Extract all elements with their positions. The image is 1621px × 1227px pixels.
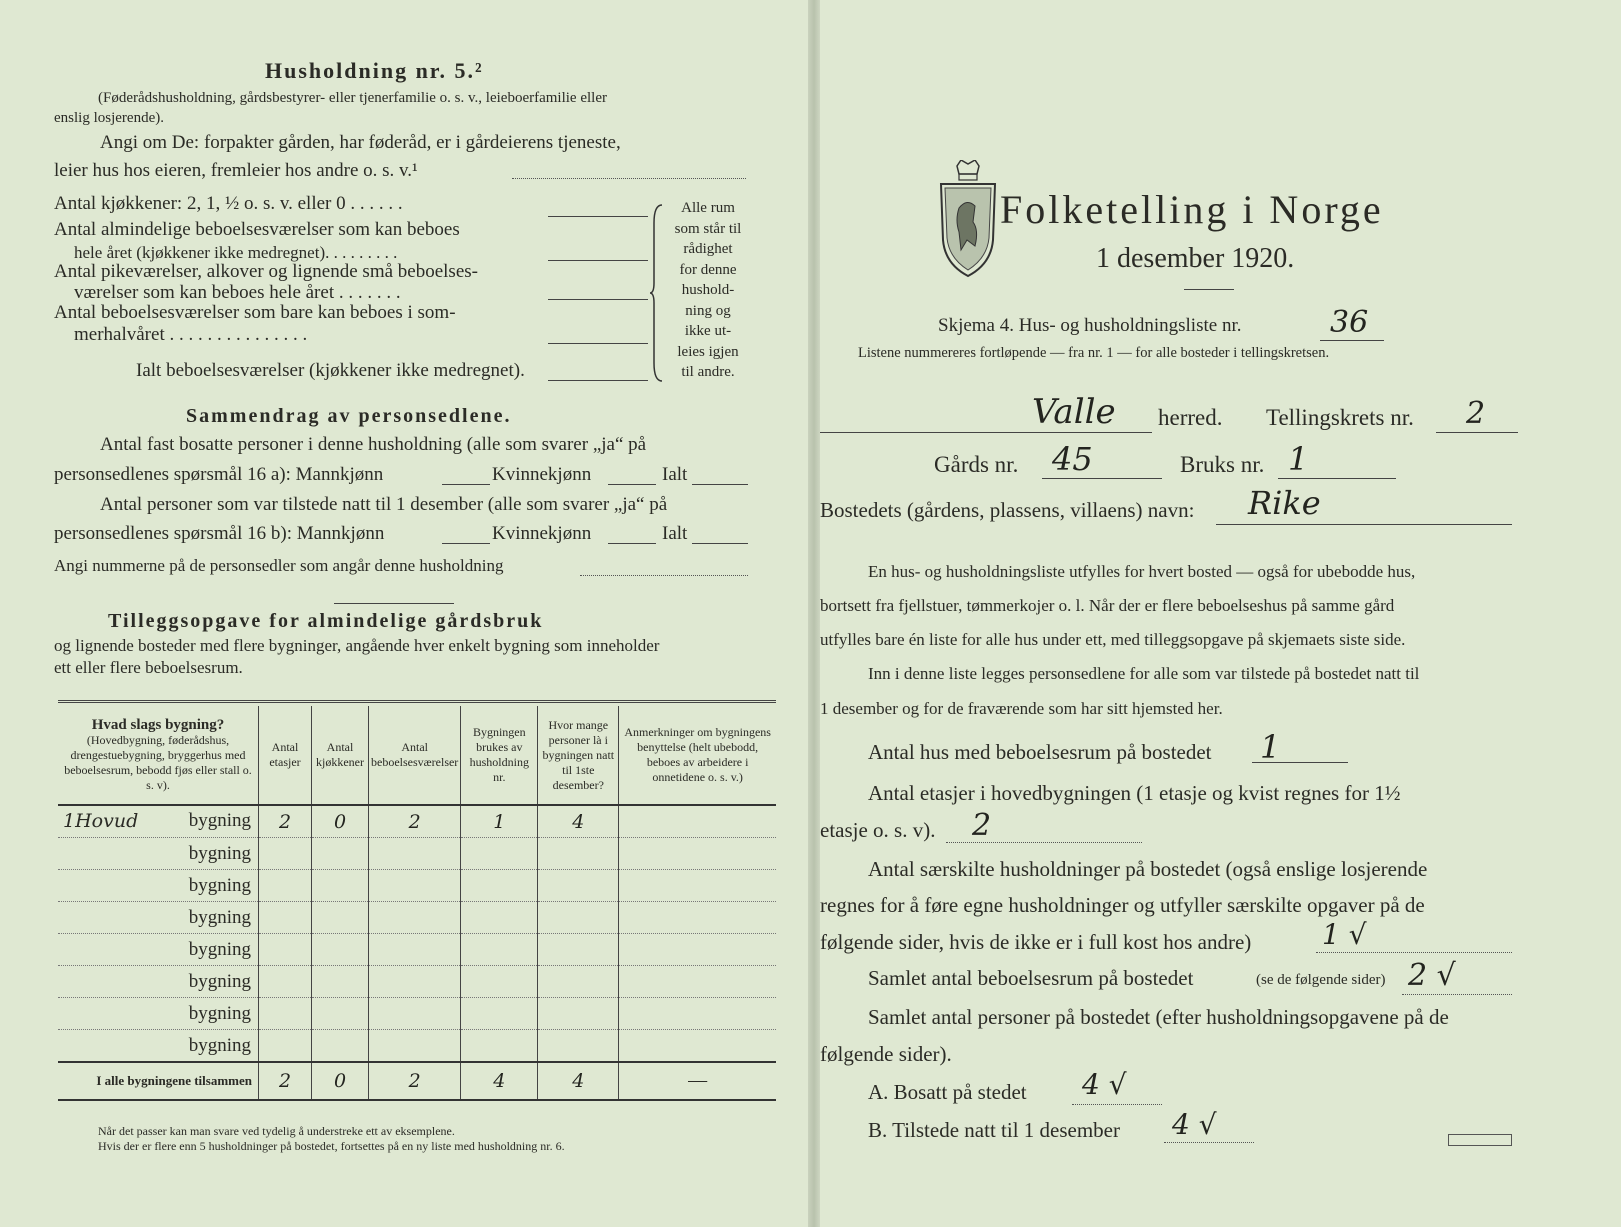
herred-label: herred. [1158, 405, 1223, 430]
kjokkener-cell[interactable] [312, 998, 369, 1030]
angi-line-1: Angi om De: forpakter gården, har føderåd, er i gårdeierens tjeneste, [100, 132, 621, 153]
kvinne-2-label: Kvinnekjønn [492, 523, 592, 544]
mann-2-line [442, 543, 490, 544]
hush-line-2: regnes for å føre egne husholdninger og utfyller særskilte opgaver på de [820, 893, 1425, 917]
tilstede-line [1164, 1142, 1254, 1143]
etasjer-cell[interactable] [259, 838, 312, 870]
tellingskrets-line [1436, 432, 1518, 433]
table-row [58, 805, 776, 838]
household-intro-2: enslig losjerende). [54, 110, 164, 126]
pike-label-2: værelser som kan beboes hele året . . . . . . . [74, 282, 401, 303]
mann-1-line [442, 484, 490, 485]
info-line-3: utfylles bare én liste for alle hus under ett, med tilleggsopgave på skjemaets siste side. [820, 630, 1406, 649]
tilstede-value[interactable]: 4 √ [1172, 1108, 1217, 1141]
husholdning-cell[interactable] [461, 838, 538, 870]
etasjer-cell[interactable] [259, 966, 312, 998]
vaerelser-cell[interactable] [369, 934, 461, 966]
building-type-cell[interactable] [58, 1030, 259, 1063]
anm-cell[interactable] [619, 902, 776, 934]
norway-coat-of-arms-icon [937, 160, 999, 278]
etasjer-cell[interactable] [259, 902, 312, 934]
table-row [58, 838, 776, 870]
vaerelser-cell[interactable]: 2 [369, 805, 461, 838]
col-header-kjokkener: Antal kjøkkener [312, 706, 369, 805]
building-rows [58, 805, 776, 1100]
husholdning-cell[interactable] [461, 966, 538, 998]
rooms-answer-line-4 [548, 343, 648, 344]
bosatt-line [1072, 1104, 1162, 1105]
kvinne-1-line [608, 484, 656, 485]
printer-mark [1448, 1134, 1512, 1146]
anm-cell[interactable] [619, 870, 776, 902]
side-note-line: ning og [685, 302, 731, 319]
gards-label: Gårds nr. [934, 452, 1019, 477]
side-note-line: leies igjen [677, 343, 739, 360]
bygning-label: bygning [188, 906, 251, 928]
anm-cell[interactable] [619, 1030, 776, 1063]
bygning-label: bygning [188, 1002, 251, 1024]
page-fold [808, 0, 820, 1227]
kjokkener-cell[interactable] [312, 966, 369, 998]
rooms-answer-line-2 [548, 260, 648, 261]
vaerelser-cell[interactable] [369, 1030, 461, 1063]
side-note-line: hushold- [681, 282, 735, 298]
tillegg-title: Tilleggsopgave for almindelige gårdsbruk [108, 610, 544, 632]
personer-cell[interactable] [538, 934, 619, 966]
building-type-cell[interactable] [58, 870, 259, 902]
etasjer-cell[interactable]: 2 [259, 805, 312, 838]
brace-icon [650, 203, 666, 383]
hus-line [1252, 762, 1348, 763]
samlet-rum-note: (se de følgende sider) [1256, 972, 1386, 988]
bruks-value[interactable]: 1 [1288, 440, 1309, 478]
personer-cell[interactable] [538, 870, 619, 902]
form-date: 1 desember 1920. [1096, 243, 1295, 274]
building-type-value: 1Hovud [63, 810, 139, 832]
total-anm[interactable]: — [619, 1062, 776, 1100]
angi-line-2: leier hus hos eieren, fremleier hos andre o. s. v.¹ [54, 160, 418, 181]
husholdning-cell[interactable]: 1 [461, 805, 538, 838]
side-note-line: som står til [674, 220, 742, 237]
info-line-4: Inn i denne liste legges personsedlene for alle som var tilstede på bostedet natt til [868, 664, 1420, 683]
total-etasjer[interactable]: 2 [259, 1062, 312, 1100]
info-line-1: En hus- og husholdningsliste utfylles for hvert bosted — også for ubebodde hus, [868, 562, 1416, 581]
husholdning-cell[interactable] [461, 1030, 538, 1063]
side-note-line: Alle rum [681, 200, 735, 216]
side-note-line: rådighet [683, 241, 733, 257]
kjokkener-cell[interactable] [312, 934, 369, 966]
personer-cell[interactable] [538, 966, 619, 998]
anm-cell[interactable] [619, 998, 776, 1030]
samlet-pers-line-1: Samlet antal personer på bostedet (efter husholdningsopgavene på de [868, 1005, 1449, 1029]
vaerelser-cell[interactable] [369, 998, 461, 1030]
etasjer-cell[interactable] [259, 998, 312, 1030]
total-vaerelser[interactable]: 2 [369, 1062, 461, 1100]
hush-line-1: Antal særskilte husholdninger på bostedet (også enslige losjerende [868, 857, 1428, 881]
alm-label-1: Antal almindelige beboelsesværelser som kan beboes [54, 219, 460, 240]
side-note-line: ikke ut- [684, 323, 732, 339]
personer-cell[interactable] [538, 998, 619, 1030]
type-header-note: (Hovedbygning, føderådshus, drengestuebygning, bryggerhus med beboelsesrum, bebodd fjøs eller stall o. s. v). [64, 732, 252, 792]
table-row [58, 998, 776, 1030]
nummerne-line [580, 575, 748, 576]
bosted-line [1216, 524, 1512, 525]
vaerelser-cell[interactable] [369, 966, 461, 998]
ialt-rooms-label: Ialt beboelsesværelser (kjøkkener ikke medregnet). [136, 360, 525, 381]
alm-label-2: hele året (kjøkkener ikke medregnet). . . . . . . . . [74, 243, 398, 262]
kjokkener-cell[interactable] [312, 838, 369, 870]
listene-note: Listene nummereres fortløpende — fra nr. 1 — for alle bosteder i tellingskretsen. [858, 345, 1330, 361]
col-header-etasjer: Antal etasjer [259, 706, 312, 805]
anm-cell[interactable] [619, 805, 776, 838]
info-line-5: 1 desember og for de fraværende som har sitt hjemsted her. [820, 699, 1223, 718]
kjokkener-label: Antal kjøkkener: 2, 1, ½ o. s. v. eller 0 . . . . . . [54, 193, 403, 214]
sommer-label-2: merhalvåret . . . . . . . . . . . . . . . [74, 324, 308, 345]
personer-cell[interactable]: 4 [538, 805, 619, 838]
etasjer-cell[interactable] [259, 870, 312, 902]
husholdning-cell[interactable] [461, 998, 538, 1030]
building-type-cell[interactable] [58, 838, 259, 870]
col-header-vaerelser: Antal beboelsesværelser [369, 706, 461, 805]
bygning-label: bygning [188, 810, 251, 831]
bygning-label: bygning [188, 1034, 251, 1056]
right-page [820, 0, 1621, 1227]
table-header-row [58, 706, 776, 805]
vaerelser-cell[interactable] [369, 838, 461, 870]
ialt-2-line [692, 543, 748, 544]
form-title: Folketelling i Norge [1000, 187, 1384, 232]
hush-value[interactable]: 1 √ [1322, 918, 1367, 951]
building-table [58, 706, 776, 1101]
building-type-cell[interactable] [58, 902, 259, 934]
herred-value[interactable]: Valle [1032, 392, 1116, 432]
building-type-cell[interactable] [58, 805, 259, 838]
etasjer-cell[interactable] [259, 934, 312, 966]
type-header-title: Hvad slags bygning? [91, 716, 225, 733]
hush-answer-line [1316, 952, 1512, 953]
gards-value[interactable]: 45 [1052, 440, 1093, 478]
household-intro-1: (Føderådshusholdning, gårdsbestyrer- eller tjenerfamilie o. s. v., leieboerfamilie eller [98, 90, 607, 106]
building-type-cell[interactable] [58, 966, 259, 998]
vaerelser-cell[interactable] [369, 870, 461, 902]
pike-label-1: Antal pikeværelser, alkover og lignende små beboelses- [54, 261, 478, 282]
etasjer-value[interactable]: 2 [972, 808, 992, 843]
kjokkener-cell[interactable] [312, 1030, 369, 1063]
table-top-rule [58, 700, 776, 703]
liste-nr-line [1320, 340, 1384, 341]
bygning-label: bygning [188, 938, 251, 960]
kjokkener-cell[interactable] [312, 902, 369, 934]
col-header-anmerkninger: Anmerkninger om bygningens benyttelse (helt ubebodd, beboes av arbeidere i onnetidene o. s. v.) [619, 706, 776, 805]
table-row [58, 966, 776, 998]
col-header-personer: Hvor mange personer là i bygningen natt til 1ste desember? [538, 706, 619, 805]
info-line-2: bortsett fra fjellstuer, tømmerkojer o. l. Når der er flere beboelseshus på samme gård [820, 596, 1395, 615]
total-husholdning[interactable]: 4 [461, 1062, 538, 1100]
bygning-label: bygning [188, 874, 251, 896]
rooms-answer-line-5 [548, 380, 648, 381]
tillegg-intro-1: og lignende bosteder med flere bygninger, angående hver enkelt bygning som inneholder [54, 636, 660, 655]
sommer-label-1: Antal beboelsesværelser som bare kan beboes i som- [54, 302, 456, 323]
tellingskrets-label: Tellingskrets nr. [1266, 405, 1414, 430]
total-label: I alle bygningene tilsammen [58, 1062, 259, 1100]
rooms-side-note [668, 198, 748, 383]
angi-nummerne: Angi nummerne på de personsedler som angår denne husholdning [54, 556, 504, 575]
table-row [58, 934, 776, 966]
angi-answer-line [512, 178, 746, 179]
samlet-rum-value[interactable]: 2 √ [1408, 958, 1456, 993]
rooms-answer-line-1 [548, 216, 648, 217]
personer-cell[interactable] [538, 1030, 619, 1063]
table-row [58, 870, 776, 902]
etasjer-line-1: Antal etasjer i hovedbygningen (1 etasje og kvist regnes for 1½ [868, 781, 1401, 805]
bruks-line [1278, 478, 1396, 479]
building-type-cell[interactable] [58, 998, 259, 1030]
samlet-rum-line [1402, 994, 1512, 995]
summary-title: Sammendrag av personsedlene. [186, 405, 512, 427]
table-row [58, 902, 776, 934]
personer-cell[interactable] [538, 838, 619, 870]
bosted-label: Bostedets (gårdens, plassens, villaens) navn: [820, 498, 1195, 522]
section-divider [334, 603, 454, 604]
summary-1a: Antal fast bosatte personer i denne husholdning (alle som svarer „ja“ på [100, 434, 647, 455]
anm-cell[interactable] [619, 934, 776, 966]
table-row [58, 1030, 776, 1063]
col-header-type [58, 706, 259, 805]
title-divider [1184, 289, 1234, 290]
husholdning-cell[interactable] [461, 934, 538, 966]
personer-cell[interactable] [538, 902, 619, 934]
col-header-husholdning: Bygningen brukes av husholdning nr. [461, 706, 538, 805]
samlet-pers-line-2: følgende sider). [820, 1042, 952, 1066]
husholdning-cell[interactable] [461, 902, 538, 934]
samlet-rum-label: Samlet antal beboelsesrum på bostedet [868, 966, 1194, 990]
ialt-2-label: Ialt [662, 523, 688, 544]
anm-cell[interactable] [619, 966, 776, 998]
hus-value[interactable]: 1 [1260, 728, 1281, 766]
hus-label: Antal hus med beboelsesrum på bostedet [868, 740, 1212, 764]
kvinne-1-label: Kvinnekjønn [492, 464, 592, 485]
etasjer-line-2: etasje o. s. v). [820, 818, 936, 842]
footnote-1: Når det passer kan man svare ved tydelig å understreke ett av eksemplene. [98, 1124, 455, 1138]
tilstede-label: B. Tilstede natt til 1 desember [868, 1118, 1120, 1142]
bygning-label: bygning [188, 970, 251, 992]
herred-line [820, 432, 1152, 433]
husholdning-cell[interactable] [461, 870, 538, 902]
vaerelser-cell[interactable] [369, 902, 461, 934]
gards-line [1042, 478, 1162, 479]
total-kjokkener[interactable]: 0 [312, 1062, 369, 1100]
footnote-2: Hvis der er flere enn 5 husholdninger på bostedet, fortsettes på en ny liste med husholdning nr. 6. [98, 1139, 565, 1153]
bosatt-value[interactable]: 4 √ [1082, 1068, 1127, 1101]
summary-1b: personsedlenes spørsmål 16 a): Mannkjønn [54, 464, 384, 485]
liste-nr-value[interactable]: 36 [1330, 305, 1369, 340]
tellingskrets-value[interactable]: 2 [1466, 396, 1486, 431]
tillegg-intro-2: ett eller flere beboelsesrum. [54, 658, 243, 677]
bygning-label: bygning [188, 842, 251, 864]
side-note-line: for denne [679, 261, 737, 278]
kjokkener-cell[interactable]: 0 [312, 805, 369, 838]
rooms-answer-line-3 [548, 299, 648, 300]
bruks-label: Bruks nr. [1180, 452, 1265, 477]
kjokkener-cell[interactable] [312, 870, 369, 902]
skjema-label: Skjema 4. Hus- og husholdningsliste nr. [938, 315, 1242, 336]
anm-cell[interactable] [619, 838, 776, 870]
bosatt-label: A. Bosatt på stedet [868, 1080, 1027, 1104]
ialt-1-label: Ialt [662, 464, 688, 485]
total-row [58, 1062, 776, 1100]
summary-2a: Antal personer som var tilstede natt til 1 desember (alle som svarer „ja“ på [100, 494, 668, 515]
summary-2b: personsedlenes spørsmål 16 b): Mannkjønn [54, 523, 385, 544]
side-note-line: til andre. [681, 364, 735, 380]
left-page [0, 0, 808, 1227]
etasjer-cell[interactable] [259, 1030, 312, 1063]
etasjer-answer-line [946, 842, 1142, 843]
building-type-cell[interactable] [58, 934, 259, 966]
hush-line-3: følgende sider, hvis de ikke er i full kost hos andre) [820, 930, 1252, 954]
ialt-1-line [692, 484, 748, 485]
total-personer[interactable]: 4 [538, 1062, 619, 1100]
kvinne-2-line [608, 543, 656, 544]
household-title: Husholdning nr. 5.² [265, 58, 484, 83]
bosted-value[interactable]: Rike [1248, 484, 1321, 522]
